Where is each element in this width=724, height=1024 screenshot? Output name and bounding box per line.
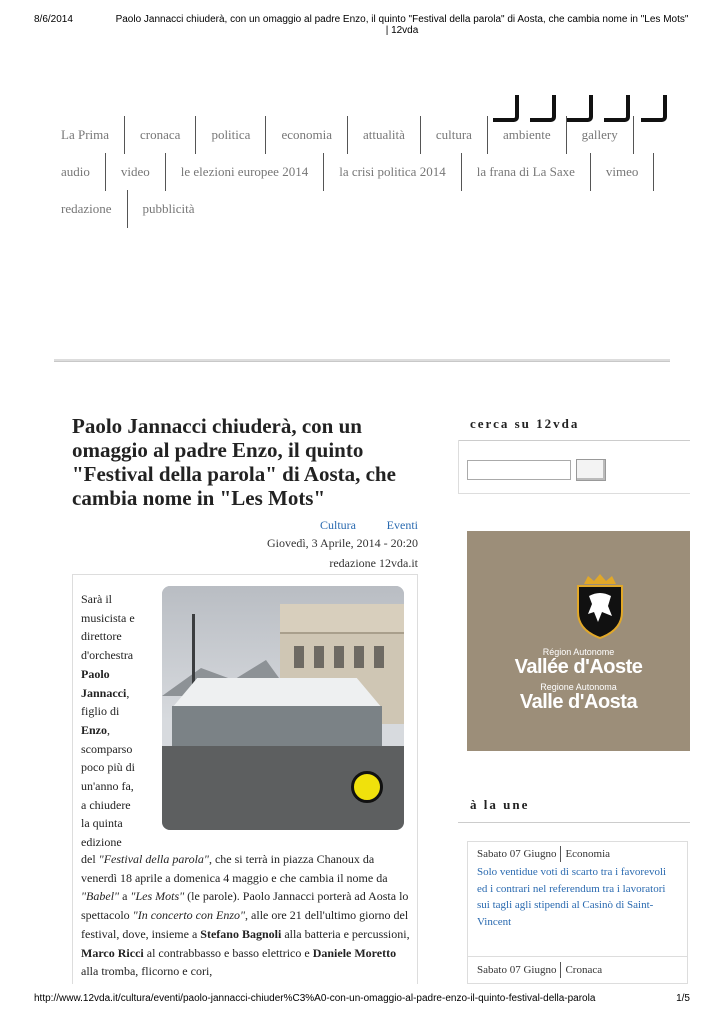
print-header xyxy=(34,14,690,36)
nav-item-politica[interactable]: politica xyxy=(196,116,266,154)
nav-item-gallery[interactable]: gallery xyxy=(567,116,634,154)
article-datetime: Giovedì, 3 Aprile, 2014 - 20:20 xyxy=(267,536,418,550)
nav-item-la-prima[interactable]: La Prima xyxy=(46,116,125,154)
name-daniele-moretto: Daniele Moretto xyxy=(312,945,397,960)
nav-item-crisi-politica[interactable]: la crisi politica 2014 xyxy=(324,153,462,191)
nav-item-ambiente[interactable]: ambiente xyxy=(488,116,567,154)
name-jannacci: Jannacci xyxy=(81,685,127,700)
news-item xyxy=(477,846,677,930)
region-ad-banner[interactable] xyxy=(467,531,690,751)
nav-item-cronaca[interactable]: cronaca xyxy=(125,116,196,154)
a-la-une-heading: à la une xyxy=(470,797,530,812)
article-body-wrap-text: Sarà il musicista e direttore d'orchestra Paolo Jannacci, figlio di Enzo, scomparso poco più di un'anno fa, a chiudere la quinta edizione xyxy=(81,592,135,850)
main-nav-row-3 xyxy=(46,190,686,228)
name-marco-ricci: Marco Ricci xyxy=(81,945,144,960)
nav-item-economia[interactable]: economia xyxy=(266,116,348,154)
search-input[interactable] xyxy=(467,460,571,480)
nav-item-audio[interactable]: audio xyxy=(46,153,106,191)
article-photo xyxy=(162,586,404,830)
news-date: Sabato 07 Giugno xyxy=(477,848,557,860)
nav-item-frana-la-saxe[interactable]: la frana di La Saxe xyxy=(462,153,591,191)
ad-text-valle-daosta: Valle d'Aosta xyxy=(519,691,638,713)
main-nav-row-2 xyxy=(46,153,686,191)
news-date: Sabato 07 Giugno xyxy=(477,964,557,976)
article-author: redazione 12vda.it xyxy=(329,556,418,570)
name-paolo: Paolo xyxy=(81,666,110,681)
article-title: Paolo Jannacci chiuderà, con un omaggio al padre Enzo, il quinto "Festival della parola" di Aosta, che cambia nome in "Les Mots" xyxy=(72,414,396,510)
main-nav-row-1 xyxy=(46,116,686,154)
article-categories xyxy=(320,518,418,533)
header-divider xyxy=(54,359,670,362)
print-page-number: 1/5 xyxy=(676,993,690,1004)
news-link[interactable]: Solo ventidue voti di scarto tra i favorevoli ed i contrari nel referendum tra i lavoratori sui tagli agli stipendi al Casinò di Saint-Vincent xyxy=(477,866,667,928)
nav-item-elezioni-europee[interactable]: le elezioni europee 2014 xyxy=(166,153,324,191)
nav-item-pubblicita[interactable]: pubblicità xyxy=(142,201,195,216)
region-crest-icon xyxy=(574,572,626,640)
news-divider xyxy=(467,956,688,957)
news-category: Economia xyxy=(565,848,611,860)
nav-item-redazione[interactable]: redazione xyxy=(46,190,128,228)
article-body-text: del "Festival della parola", che si terrà in piazza Chanoux da venerdì 18 aprile a domenica 4 maggio e che cambia il nome da "Babel" a "Les Mots" (le parole). Paolo Jannacci porterà ad Aosta lo spettacolo "In concerto con Enzo", alle ore 21 dell'ultimo giorno del festival, dove, insieme a Stefano Bagnoli alla batteria e percussioni, Marco Ricci al contrabbasso e basso elettrico e Daniele Moretto alla tromba, flicorno e cori, xyxy=(81,852,410,979)
a-la-une-underline xyxy=(458,822,690,823)
category-link-cultura[interactable]: Cultura xyxy=(320,518,356,532)
nav-item-video[interactable]: video xyxy=(106,153,166,191)
ad-text-region-fr: Région Autonome xyxy=(542,647,615,657)
nav-item-cultura[interactable]: cultura xyxy=(421,116,488,154)
category-link-eventi[interactable]: Eventi xyxy=(386,518,418,532)
print-url: http://www.12vda.it/cultura/eventi/paolo-jannacci-chiuder%C3%A0-con-un-omaggio-al-padre-enzo-il-quinto-festival-della-parola xyxy=(34,993,596,1004)
news-item xyxy=(477,962,677,978)
search-heading: cerca su 12vda xyxy=(470,416,580,431)
print-footer xyxy=(34,993,690,1004)
print-date: 8/6/2014 xyxy=(34,14,73,25)
ad-text-vallee-daoste: Vallée d'Aoste xyxy=(514,656,643,678)
news-category: Cronaca xyxy=(565,964,603,976)
name-stefano-bagnoli: Stefano Bagnoli xyxy=(200,926,282,941)
nav-item-vimeo[interactable]: vimeo xyxy=(591,153,655,191)
search-button[interactable] xyxy=(576,459,606,481)
print-page-title: Paolo Jannacci chiuderà, con un omaggio al padre Enzo, il quinto "Festival della parola" di Aosta, che cambia nome in "Les Mots" | 12vda xyxy=(115,14,689,36)
12vda-logo-icon xyxy=(351,771,383,803)
name-enzo: Enzo xyxy=(81,722,108,737)
nav-item-attualita[interactable]: attualità xyxy=(348,116,421,154)
ad-text-region-it: Regione Autonoma xyxy=(540,682,617,692)
